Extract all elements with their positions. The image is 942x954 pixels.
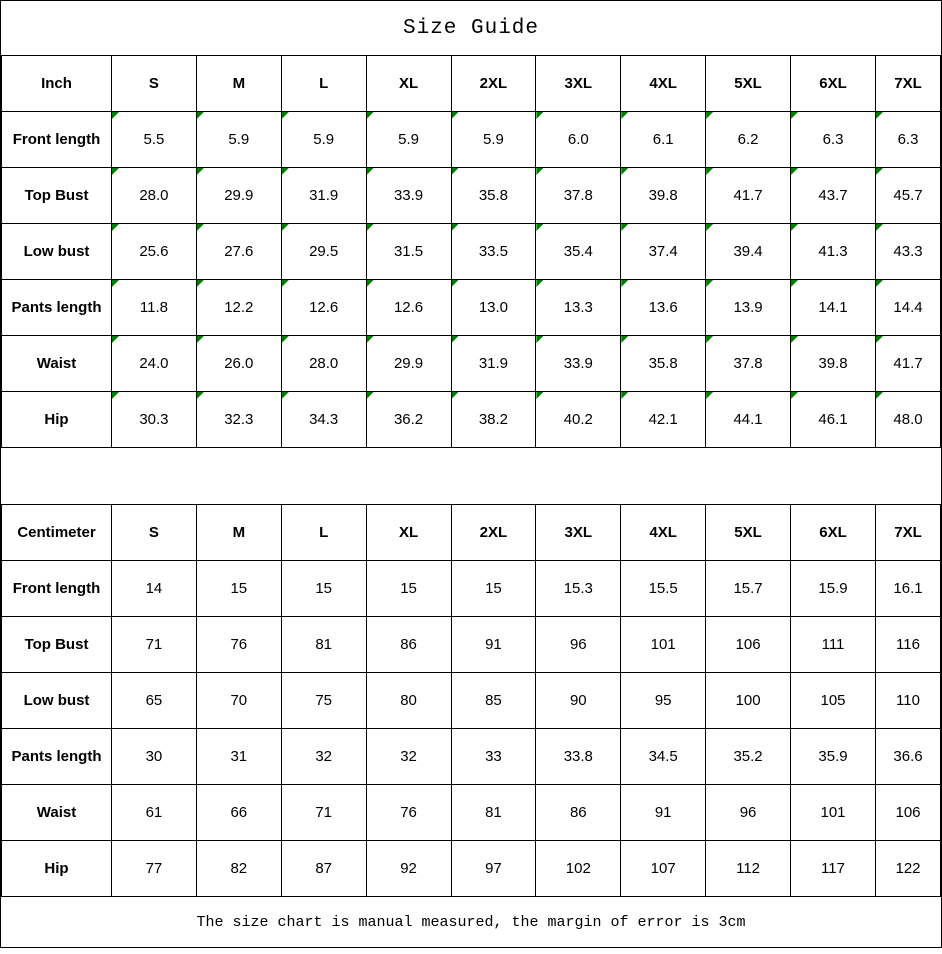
formula-marker-icon [367, 112, 374, 119]
value-cell: 32 [281, 729, 366, 785]
formula-marker-icon [706, 224, 713, 231]
formula-marker-icon [621, 336, 628, 343]
value-cell: 34.3 [281, 392, 366, 448]
formula-marker-icon [282, 168, 289, 175]
value-cell: 16.1 [876, 561, 941, 617]
value-cell: 33.9 [536, 336, 621, 392]
value-cell: 5.9 [451, 112, 536, 168]
value-cell: 35.8 [621, 336, 706, 392]
value-cell: 101 [621, 617, 706, 673]
value-cell: 31.5 [366, 224, 451, 280]
value-cell: 122 [876, 841, 941, 897]
value-cell: 41.7 [706, 168, 791, 224]
value-cell: 66 [196, 785, 281, 841]
value-cell: 5.9 [366, 112, 451, 168]
footer-note: The size chart is manual measured, the margin of error is 3cm [196, 913, 746, 931]
header-row [2, 505, 941, 561]
value-cell: 46.1 [791, 392, 876, 448]
size-header-cell: S [112, 56, 197, 112]
value-cell: 40.2 [536, 392, 621, 448]
value-cell: 77 [112, 841, 197, 897]
measurement-label-cell: Waist [2, 336, 112, 392]
value-cell: 102 [536, 841, 621, 897]
value-cell: 41.3 [791, 224, 876, 280]
value-cell: 106 [706, 617, 791, 673]
value-cell: 81 [451, 785, 536, 841]
size-header-cell: M [196, 505, 281, 561]
formula-marker-icon [536, 168, 543, 175]
table-spacer [1, 448, 941, 504]
formula-marker-icon [197, 168, 204, 175]
formula-marker-icon [706, 168, 713, 175]
value-cell: 39.8 [621, 168, 706, 224]
formula-marker-icon [112, 168, 119, 175]
value-cell: 106 [876, 785, 941, 841]
value-cell: 37.4 [621, 224, 706, 280]
value-cell: 97 [451, 841, 536, 897]
value-cell: 61 [112, 785, 197, 841]
value-cell: 6.0 [536, 112, 621, 168]
table-row [2, 785, 941, 841]
measurement-label-cell: Top Bust [2, 168, 112, 224]
measurement-label-cell: Waist [2, 785, 112, 841]
value-cell: 95 [621, 673, 706, 729]
formula-marker-icon [282, 336, 289, 343]
value-cell: 43.3 [876, 224, 941, 280]
formula-marker-icon [197, 392, 204, 399]
formula-marker-icon [367, 392, 374, 399]
value-cell: 71 [281, 785, 366, 841]
value-cell: 96 [536, 617, 621, 673]
value-cell: 15.5 [621, 561, 706, 617]
value-cell: 6.1 [621, 112, 706, 168]
formula-marker-icon [706, 336, 713, 343]
value-cell: 15 [281, 561, 366, 617]
value-cell: 36.6 [876, 729, 941, 785]
value-cell: 39.4 [706, 224, 791, 280]
value-cell: 15.3 [536, 561, 621, 617]
formula-marker-icon [112, 392, 119, 399]
value-cell: 33.9 [366, 168, 451, 224]
formula-marker-icon [452, 392, 459, 399]
value-cell: 24.0 [112, 336, 197, 392]
formula-marker-icon [621, 392, 628, 399]
value-cell: 35.9 [791, 729, 876, 785]
value-cell: 33.8 [536, 729, 621, 785]
formula-marker-icon [706, 392, 713, 399]
formula-marker-icon [621, 280, 628, 287]
value-cell: 45.7 [876, 168, 941, 224]
measurement-label-cell: Pants length [2, 729, 112, 785]
value-cell: 34.5 [621, 729, 706, 785]
formula-marker-icon [112, 224, 119, 231]
formula-marker-icon [791, 392, 798, 399]
table-row [2, 729, 941, 785]
formula-marker-icon [876, 224, 883, 231]
formula-marker-icon [706, 112, 713, 119]
value-cell: 13.6 [621, 280, 706, 336]
measurement-label-cell: Top Bust [2, 617, 112, 673]
measurement-label-cell: Hip [2, 392, 112, 448]
formula-marker-icon [197, 224, 204, 231]
value-cell: 86 [366, 617, 451, 673]
value-cell: 107 [621, 841, 706, 897]
value-cell: 29.5 [281, 224, 366, 280]
value-cell: 31.9 [281, 168, 366, 224]
value-cell: 110 [876, 673, 941, 729]
formula-marker-icon [367, 280, 374, 287]
value-cell: 14.1 [791, 280, 876, 336]
value-cell: 13.3 [536, 280, 621, 336]
formula-marker-icon [876, 280, 883, 287]
formula-marker-icon [452, 280, 459, 287]
value-cell: 35.2 [706, 729, 791, 785]
formula-marker-icon [536, 392, 543, 399]
value-cell: 13.9 [706, 280, 791, 336]
size-header-cell: 5XL [706, 56, 791, 112]
value-cell: 116 [876, 617, 941, 673]
size-header-cell: 5XL [706, 505, 791, 561]
value-cell: 65 [112, 673, 197, 729]
value-cell: 29.9 [366, 336, 451, 392]
measurement-label-cell: Low bust [2, 673, 112, 729]
value-cell: 15 [451, 561, 536, 617]
value-cell: 117 [791, 841, 876, 897]
size-header-cell: XL [366, 505, 451, 561]
table-row [2, 617, 941, 673]
formula-marker-icon [197, 336, 204, 343]
value-cell: 86 [536, 785, 621, 841]
formula-marker-icon [876, 336, 883, 343]
value-cell: 85 [451, 673, 536, 729]
measurement-label-cell: Hip [2, 841, 112, 897]
value-cell: 14 [112, 561, 197, 617]
value-cell: 38.2 [451, 392, 536, 448]
value-cell: 39.8 [791, 336, 876, 392]
value-cell: 12.6 [366, 280, 451, 336]
value-cell: 90 [536, 673, 621, 729]
value-cell: 25.6 [112, 224, 197, 280]
size-header-cell: 4XL [621, 56, 706, 112]
value-cell: 111 [791, 617, 876, 673]
formula-marker-icon [112, 336, 119, 343]
formula-marker-icon [536, 112, 543, 119]
value-cell: 96 [706, 785, 791, 841]
size-header-cell: 6XL [791, 56, 876, 112]
formula-marker-icon [791, 280, 798, 287]
formula-marker-icon [367, 336, 374, 343]
value-cell: 14.4 [876, 280, 941, 336]
value-cell: 37.8 [536, 168, 621, 224]
value-cell: 112 [706, 841, 791, 897]
formula-marker-icon [791, 336, 798, 343]
value-cell: 80 [366, 673, 451, 729]
value-cell: 92 [366, 841, 451, 897]
value-cell: 28.0 [281, 336, 366, 392]
size-header-cell: 2XL [451, 505, 536, 561]
value-cell: 41.7 [876, 336, 941, 392]
value-cell: 100 [706, 673, 791, 729]
value-cell: 12.2 [196, 280, 281, 336]
formula-marker-icon [621, 168, 628, 175]
value-cell: 43.7 [791, 168, 876, 224]
formula-marker-icon [536, 280, 543, 287]
value-cell: 76 [196, 617, 281, 673]
formula-marker-icon [791, 168, 798, 175]
size-header-cell: 2XL [451, 56, 536, 112]
value-cell: 82 [196, 841, 281, 897]
formula-marker-icon [876, 112, 883, 119]
measurement-label-cell: Pants length [2, 280, 112, 336]
value-cell: 44.1 [706, 392, 791, 448]
value-cell: 15 [366, 561, 451, 617]
unit-header-cell: Centimeter [2, 505, 112, 561]
measurement-label-cell: Front length [2, 561, 112, 617]
formula-marker-icon [621, 112, 628, 119]
value-cell: 31.9 [451, 336, 536, 392]
size-header-cell: 4XL [621, 505, 706, 561]
value-cell: 33.5 [451, 224, 536, 280]
formula-marker-icon [197, 280, 204, 287]
size-header-cell: S [112, 505, 197, 561]
value-cell: 32.3 [196, 392, 281, 448]
formula-marker-icon [282, 280, 289, 287]
value-cell: 31 [196, 729, 281, 785]
table-row [2, 673, 941, 729]
size-header-cell: 3XL [536, 56, 621, 112]
formula-marker-icon [282, 112, 289, 119]
value-cell: 70 [196, 673, 281, 729]
table-row [2, 280, 941, 336]
value-cell: 71 [112, 617, 197, 673]
measurement-label-cell: Low bust [2, 224, 112, 280]
formula-marker-icon [112, 112, 119, 119]
table-row [2, 561, 941, 617]
formula-marker-icon [452, 336, 459, 343]
formula-marker-icon [791, 112, 798, 119]
value-cell: 15.7 [706, 561, 791, 617]
formula-marker-icon [706, 280, 713, 287]
value-cell: 30.3 [112, 392, 197, 448]
value-cell: 48.0 [876, 392, 941, 448]
value-cell: 6.3 [791, 112, 876, 168]
size-header-cell: L [281, 505, 366, 561]
formula-marker-icon [536, 336, 543, 343]
unit-header-cell: Inch [2, 56, 112, 112]
value-cell: 32 [366, 729, 451, 785]
value-cell: 6.3 [876, 112, 941, 168]
value-cell: 5.9 [281, 112, 366, 168]
formula-marker-icon [876, 392, 883, 399]
formula-marker-icon [282, 224, 289, 231]
value-cell: 81 [281, 617, 366, 673]
measurement-label-cell: Front length [2, 112, 112, 168]
value-cell: 5.5 [112, 112, 197, 168]
value-cell: 91 [621, 785, 706, 841]
header-row [2, 56, 941, 112]
size-header-cell: 7XL [876, 505, 941, 561]
value-cell: 28.0 [112, 168, 197, 224]
value-cell: 5.9 [196, 112, 281, 168]
value-cell: 12.6 [281, 280, 366, 336]
value-cell: 11.8 [112, 280, 197, 336]
table-row [2, 336, 941, 392]
size-table-centimeter [1, 504, 941, 897]
formula-marker-icon [452, 112, 459, 119]
table-row [2, 392, 941, 448]
value-cell: 76 [366, 785, 451, 841]
value-cell: 91 [451, 617, 536, 673]
value-cell: 105 [791, 673, 876, 729]
table-row [2, 168, 941, 224]
page-title: Size Guide [402, 16, 540, 40]
size-header-cell: L [281, 56, 366, 112]
size-header-cell: 7XL [876, 56, 941, 112]
value-cell: 6.2 [706, 112, 791, 168]
value-cell: 26.0 [196, 336, 281, 392]
value-cell: 30 [112, 729, 197, 785]
value-cell: 15.9 [791, 561, 876, 617]
value-cell: 13.0 [451, 280, 536, 336]
value-cell: 87 [281, 841, 366, 897]
value-cell: 36.2 [366, 392, 451, 448]
formula-marker-icon [791, 224, 798, 231]
formula-marker-icon [876, 168, 883, 175]
value-cell: 35.8 [451, 168, 536, 224]
size-header-cell: 6XL [791, 505, 876, 561]
value-cell: 101 [791, 785, 876, 841]
value-cell: 75 [281, 673, 366, 729]
formula-marker-icon [452, 168, 459, 175]
value-cell: 15 [196, 561, 281, 617]
value-cell: 37.8 [706, 336, 791, 392]
formula-marker-icon [367, 168, 374, 175]
value-cell: 27.6 [196, 224, 281, 280]
value-cell: 35.4 [536, 224, 621, 280]
formula-marker-icon [367, 224, 374, 231]
size-table-inch [1, 55, 941, 448]
formula-marker-icon [621, 224, 628, 231]
table-row [2, 841, 941, 897]
size-header-cell: M [196, 56, 281, 112]
value-cell: 42.1 [621, 392, 706, 448]
formula-marker-icon [282, 392, 289, 399]
value-cell: 29.9 [196, 168, 281, 224]
formula-marker-icon [112, 280, 119, 287]
table-row [2, 112, 941, 168]
formula-marker-icon [197, 112, 204, 119]
size-header-cell: 3XL [536, 505, 621, 561]
formula-marker-icon [536, 224, 543, 231]
table-row [2, 224, 941, 280]
size-header-cell: XL [366, 56, 451, 112]
value-cell: 33 [451, 729, 536, 785]
formula-marker-icon [452, 224, 459, 231]
